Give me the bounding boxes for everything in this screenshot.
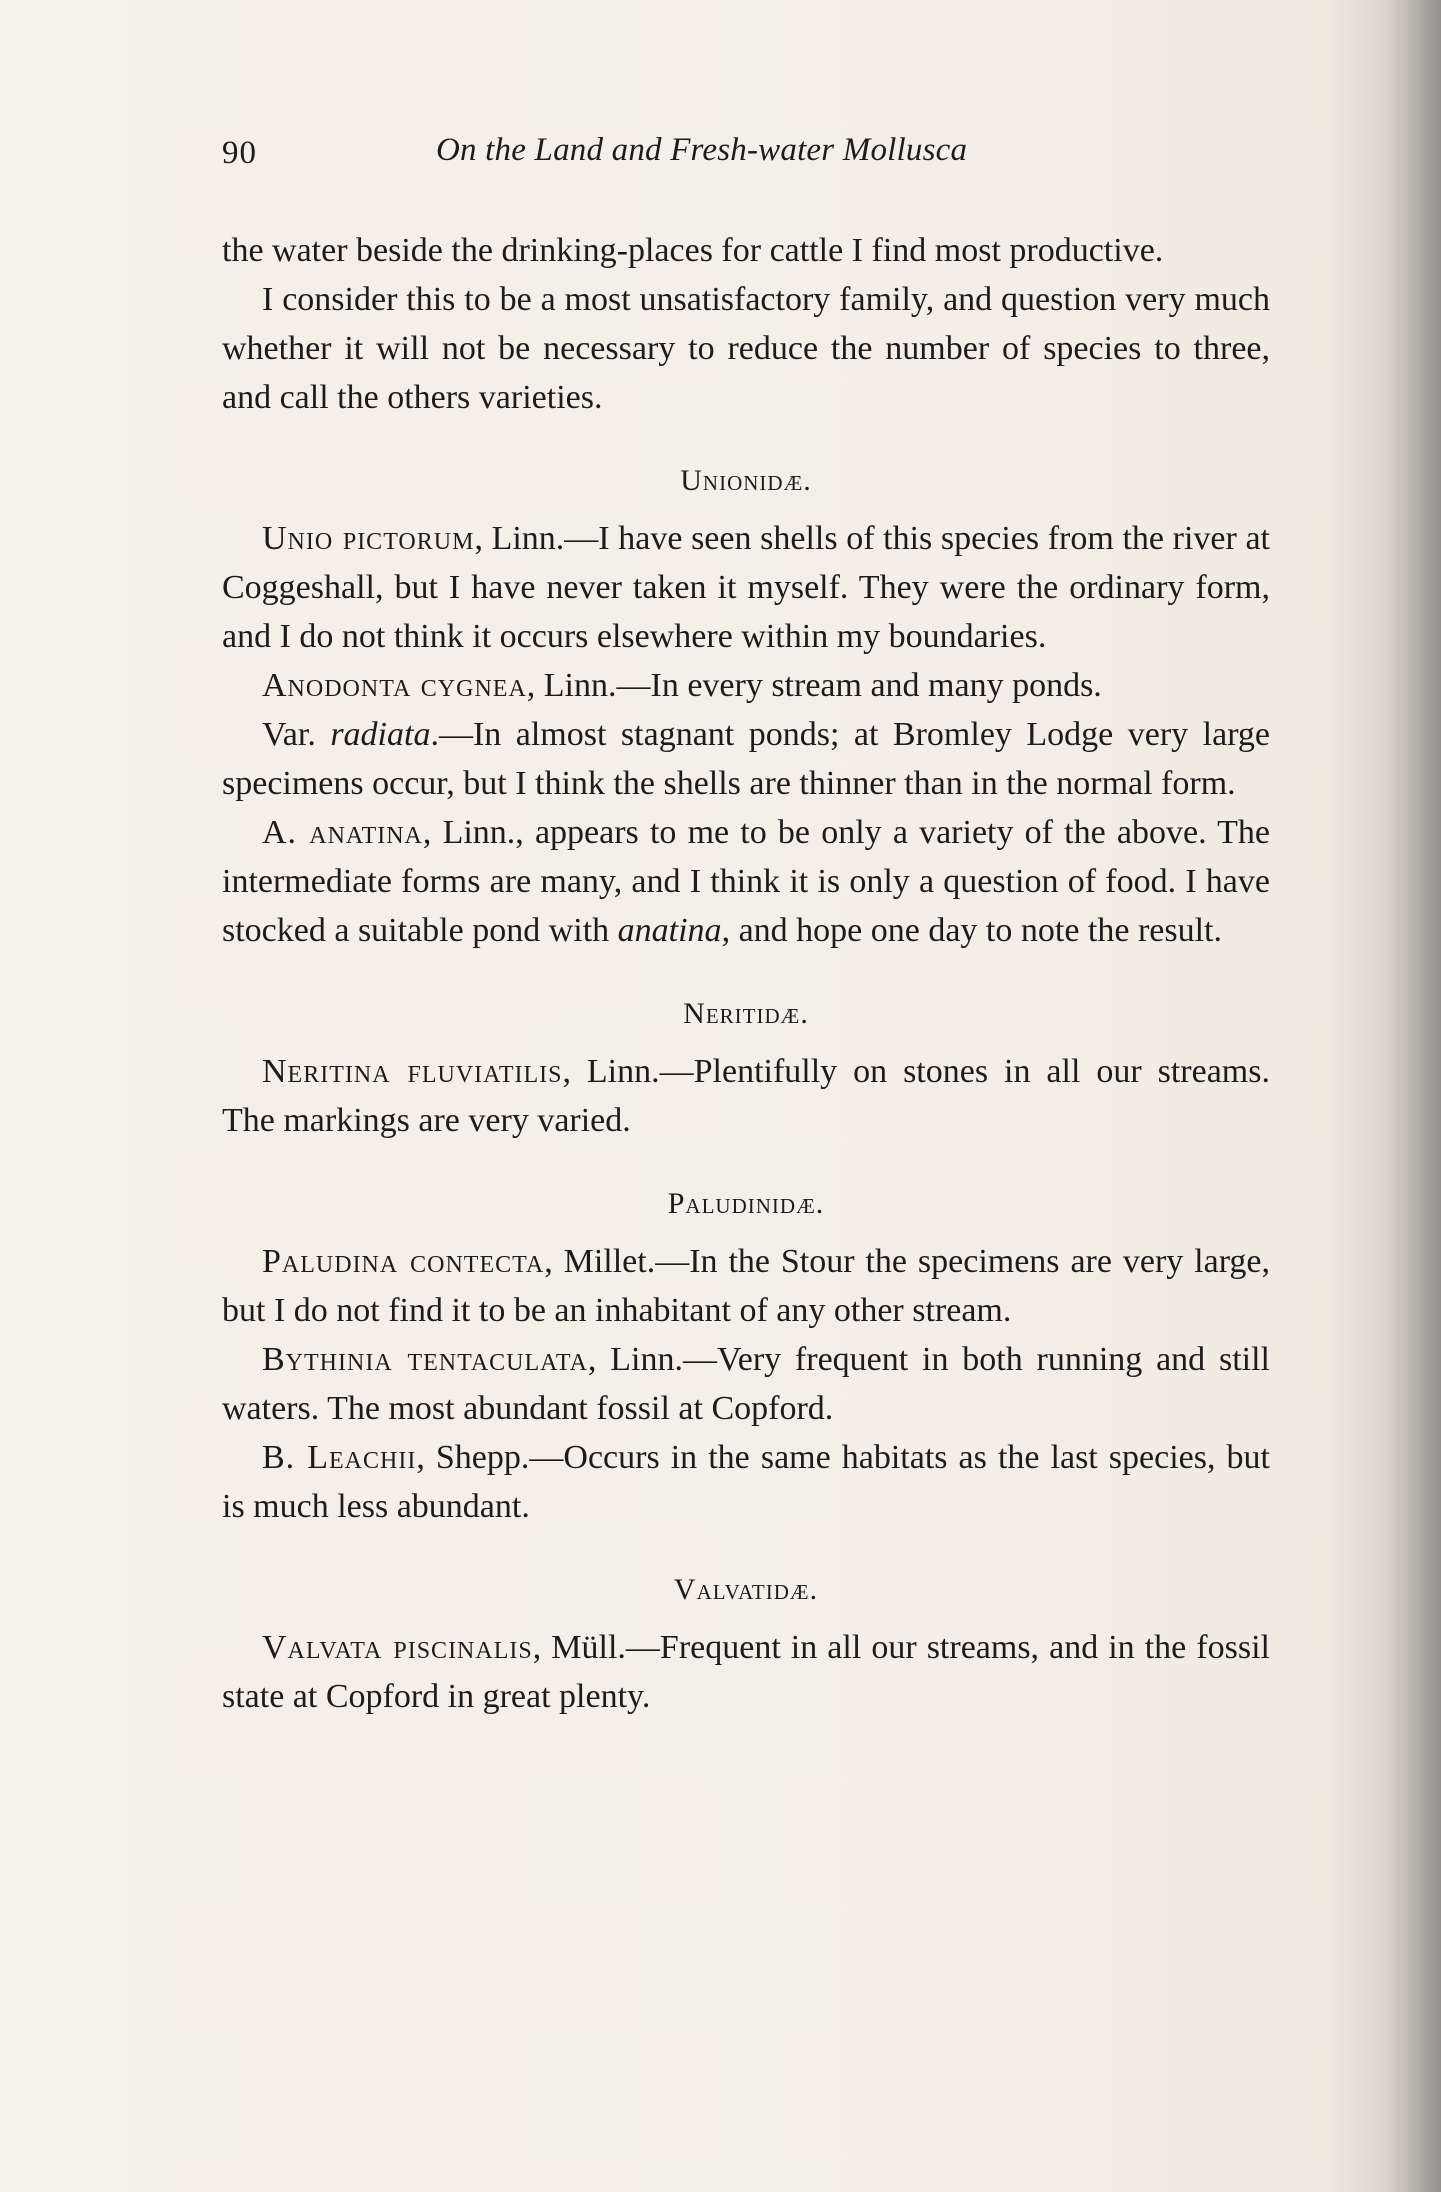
- species-description: , Müll.—Frequent in all our streams, and in the fossil state at Copford in great plenty.: [222, 1629, 1270, 1715]
- entry-anodonta-cygnea: [222, 661, 1270, 710]
- species-description: , Shepp.—Occurs in the same habitats as the last species, but is much less abundant.: [222, 1439, 1270, 1525]
- italic-term: anatina: [617, 912, 722, 949]
- species-description-end: , and hope one day to note the result.: [721, 912, 1222, 949]
- entry-var-radiata: [222, 710, 1270, 808]
- species-name: Paludina contecta: [262, 1243, 545, 1280]
- entry-valvata-piscinalis: [222, 1623, 1270, 1721]
- entry-unio-pictorum: [222, 514, 1270, 661]
- entry-neritina-fluviatilis: [222, 1047, 1270, 1145]
- species-description: , Linn.—Very frequent in both running and still waters. The most abundant fossil at Copford.: [222, 1341, 1270, 1427]
- section-heading-unionidae: Unionidæ.: [680, 464, 812, 497]
- species-description: , Linn., appears to me to be only a variety of the above. The intermediate forms are many, and I think it is only a question of food. I have stocked a suitable pond with: [222, 814, 1270, 949]
- species-description: , Millet.—In the Stour the specimens are very large, but I do not find it to be an inhabitant of any other stream.: [222, 1243, 1271, 1329]
- page-edge-shadow: [1385, 0, 1441, 2192]
- entry-anatina: [222, 808, 1270, 955]
- species-description: , Linn.—I have seen shells of this species from the river at Coggeshall, but I have never taken it myself. They were the ordinary form, and I do not think it occurs elsewhere within my boundaries.: [222, 520, 1270, 655]
- species-name: B. Leachii: [262, 1439, 417, 1476]
- paragraph-continuation: the water beside the drinking-places for cattle I find most productive.: [222, 232, 1164, 269]
- paragraph-family-comment: I consider this to be a most unsatisfactory family, and question very much whether it will not be necessary to reduce the number of species to three, and call the others varieties.: [222, 281, 1270, 416]
- page-number: 90: [222, 135, 257, 171]
- section-heading-valvatidae: Valvatidæ.: [673, 1573, 819, 1606]
- section-heading-neritidae: Neritidæ.: [683, 997, 809, 1030]
- variety-prefix: Var.: [262, 716, 331, 753]
- section-heading-paludinidae: Paludinidæ.: [667, 1187, 825, 1220]
- species-description: .—In almost stagnant ponds; at Bromley Lodge very large specimens occur, but I think the shells are thinner than in the normal form.: [222, 716, 1270, 802]
- species-name: A. anatina: [262, 814, 423, 851]
- page-body: [222, 226, 1270, 1721]
- entry-paludina-contecta: [222, 1237, 1270, 1335]
- species-name: Unio pictorum: [262, 520, 475, 557]
- species-description: , Linn.—In every stream and many ponds.: [526, 667, 1102, 704]
- species-name: Bythinia tentaculata: [262, 1341, 588, 1378]
- entry-bythinia-tentaculata: [222, 1335, 1270, 1433]
- variety-name: radiata: [330, 716, 431, 753]
- species-name: Valvata piscinalis: [262, 1629, 533, 1666]
- species-name: Anodonta cygnea: [262, 667, 527, 704]
- entry-b-leachii: [222, 1433, 1270, 1531]
- page-header: [218, 132, 1266, 188]
- running-title: On the Land and Fresh-water Mollusca: [436, 132, 968, 168]
- species-name: Neritina fluviatilis: [262, 1053, 563, 1090]
- species-description: , Linn.—Plentifully on stones in all our streams. The markings are very varied.: [222, 1053, 1270, 1139]
